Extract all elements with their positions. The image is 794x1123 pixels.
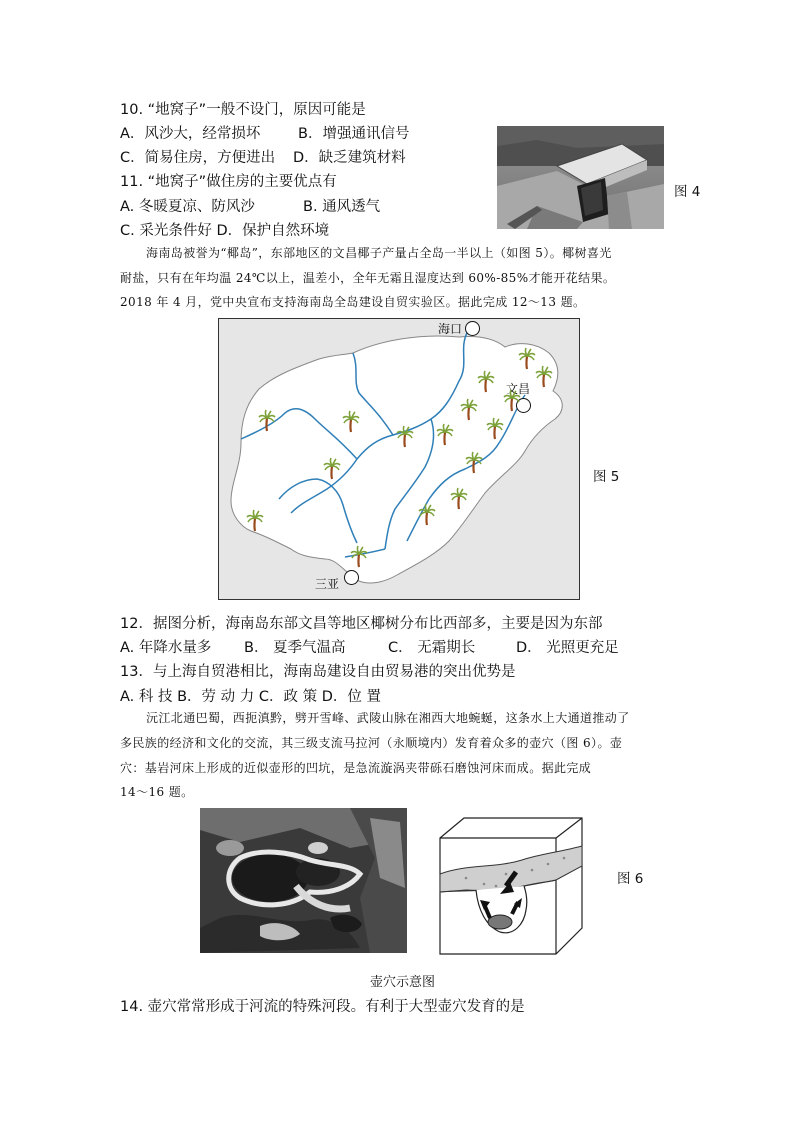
pothole-passage-line4: 14～16 题。 xyxy=(120,785,194,799)
palm-tree-icons xyxy=(219,319,579,599)
fig4-label: 图 4 xyxy=(674,184,701,200)
palm-tree-icon xyxy=(478,371,494,392)
palm-tree-icon xyxy=(466,452,482,473)
palm-tree-icon xyxy=(487,418,503,439)
fig5-label: 图 5 xyxy=(593,469,620,485)
fig4-photo xyxy=(497,126,664,229)
palm-tree-icon xyxy=(397,426,413,447)
q10-option-c: C．简易住房，方便进出 xyxy=(120,150,276,166)
hainan-passage-line1: 海南岛被誉为“椰岛”，东部地区的文昌椰子产量占全岛一半以上（如图 5）。椰树喜光 xyxy=(146,246,612,260)
fig6-caption: 壶穴示意图 xyxy=(370,975,436,990)
hainan-map xyxy=(218,318,580,600)
q12-option-c: C． 无霜期长 xyxy=(388,640,476,656)
palm-tree-icon xyxy=(324,458,340,479)
palm-tree-icon xyxy=(451,488,467,509)
q10-option-b: B．增强通讯信号 xyxy=(298,126,410,142)
palm-tree-icon xyxy=(343,411,359,432)
hainan-passage-line3: 2018 年 4 月，党中央宣布支持海南岛全岛建设自贸实验区。据此完成 12～13 题。 xyxy=(120,295,586,309)
palm-tree-icon xyxy=(437,424,453,445)
q12-stem: 12．据图分析，海南岛东部文昌等地区椰树分布比西部多，主要是因为东部 xyxy=(120,616,603,632)
palm-tree-icon xyxy=(351,546,367,567)
q12-option-b: B． 夏季气温高 xyxy=(244,640,346,656)
palm-tree-icon xyxy=(247,510,263,531)
q14-stem: 14. 壶穴常常形成于河流的特殊河段。有利于大型壶穴发育的是 xyxy=(120,999,525,1015)
pothole-passage-line3: 穴：基岩河床上形成的近似壶形的凹坑，是急流漩涡夹带砾石磨蚀河床而成。据此完成 xyxy=(120,761,592,775)
fig6-label: 图 6 xyxy=(617,871,644,887)
q13-options: A. 科 技 B．劳 动 力 C．政 策 D．位 置 xyxy=(120,689,381,705)
q10-option-a: A．风沙大，经常损坏 xyxy=(120,126,261,142)
palm-tree-icon xyxy=(259,410,275,431)
q12-option-a: A. 年降水量多 xyxy=(120,640,212,656)
city-label-haikou: 海口 xyxy=(438,322,463,336)
q11-option-b: B. 通风透气 xyxy=(303,199,381,215)
hainan-passage-line2: 耐盐，只有在年均温 24℃以上，温差小，全年无霜且湿度达到 60%-85%才能开花结果。 xyxy=(120,271,616,285)
pothole-photo xyxy=(200,808,407,953)
pothole-passage-line1: 沅江北通巴蜀，西扼滇黔，劈开雪峰、武陵山脉在湘西大地蜿蜒，这条水上大通道推动了 xyxy=(146,711,630,725)
palm-tree-icon xyxy=(519,348,535,369)
pothole-diagram xyxy=(436,814,584,956)
palm-tree-icon xyxy=(536,366,552,387)
q10-stem: 10. “地窝子”一般不设门，原因可能是 xyxy=(120,102,366,118)
q11-stem: 11. “地窝子”做住房的主要优点有 xyxy=(120,174,337,190)
q13-stem: 13．与上海自贸港相比，海南岛建设自由贸易港的突出优势是 xyxy=(120,664,516,680)
q10-option-d: D．缺乏建筑材料 xyxy=(293,150,406,166)
city-label-wenchang: 文昌 xyxy=(506,382,531,396)
city-label-sanya: 三亚 xyxy=(315,577,340,591)
pothole-passage-line2: 多民族的经济和文化的交流，其三级支流马拉河（永顺境内）发育着众多的壶穴（图 6）。壶 xyxy=(120,736,623,750)
q11-option-a: A. 冬暖夏凉、防风沙 xyxy=(120,199,255,215)
palm-tree-icon xyxy=(504,390,520,411)
palm-tree-icon xyxy=(419,504,435,525)
palm-tree-icon xyxy=(461,399,477,420)
q11-options-cd: C. 采光条件好 D．保护自然环境 xyxy=(120,223,330,239)
q12-option-d: D． 光照更充足 xyxy=(516,640,619,656)
